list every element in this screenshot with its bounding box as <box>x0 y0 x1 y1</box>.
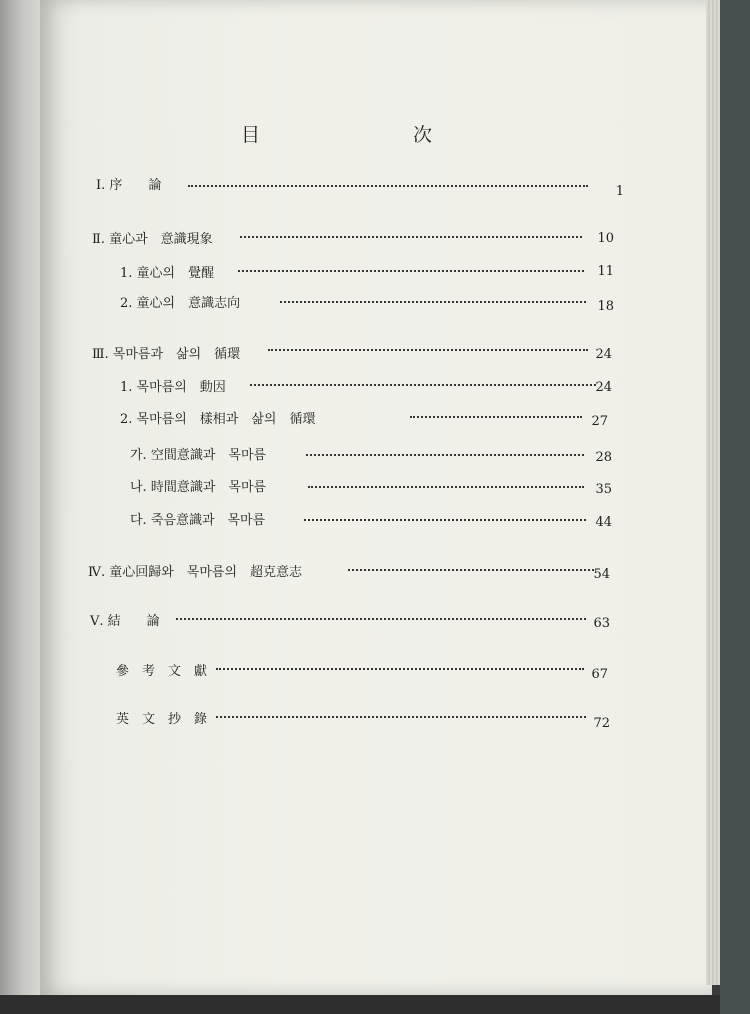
toc-entry-page: 54 <box>593 567 610 582</box>
bottom-edge <box>0 995 720 1014</box>
toc-leader <box>216 714 586 718</box>
toc-entry-page: 24 <box>595 347 612 362</box>
toc-leader <box>240 234 582 238</box>
toc-leader <box>268 347 588 351</box>
toc-entry-page: 72 <box>593 716 610 731</box>
toc-entry-page: 10 <box>597 231 614 246</box>
toc-entry[interactable] <box>92 343 622 365</box>
toc-entry[interactable] <box>120 262 622 284</box>
toc-entry[interactable] <box>130 509 622 531</box>
toc-entry-page: 1 <box>615 184 624 199</box>
toc-entry-page: 18 <box>597 299 614 314</box>
toc-entry[interactable] <box>120 292 622 314</box>
title-char-1: 目 <box>241 124 261 146</box>
toc-entry[interactable] <box>90 610 622 632</box>
toc-entry-page: 28 <box>595 450 612 465</box>
toc-entry[interactable] <box>130 476 622 498</box>
toc-entry-label: 英 文 抄 錄 <box>116 712 208 727</box>
toc-entry[interactable] <box>120 408 622 430</box>
toc-leader <box>410 414 582 418</box>
toc-leader <box>308 484 584 488</box>
toc-entry-page: 63 <box>593 616 610 631</box>
toc-leader <box>304 517 586 521</box>
toc-entry-page: 27 <box>591 414 608 429</box>
toc-entry[interactable] <box>116 708 622 732</box>
toc-entry[interactable] <box>120 376 622 398</box>
title-char-2: 次 <box>413 124 433 146</box>
toc-entry[interactable] <box>88 561 622 583</box>
toc-entry[interactable] <box>96 174 626 202</box>
toc-leader <box>348 567 594 571</box>
toc-entry-label: 나. 時間意識과 목마름 <box>130 480 267 495</box>
toc-entry-label: 가. 空間意識과 목마름 <box>130 448 267 463</box>
toc-entry-page: 67 <box>591 667 608 682</box>
book-gutter <box>0 0 44 1000</box>
toc-leader <box>250 382 596 386</box>
toc-leader <box>280 299 586 303</box>
toc-entry-label: Ⅴ. 結 論 <box>90 614 160 629</box>
toc-entry[interactable] <box>130 444 622 466</box>
toc-entry-label: 1. 목마름의 動因 <box>120 380 226 395</box>
toc-entry-page: 11 <box>597 264 614 279</box>
toc-entry-page: 35 <box>595 482 612 497</box>
toc-leader <box>176 616 586 620</box>
toc-entry-label: 2. 목마름의 樣相과 삶의 循環 <box>120 412 316 427</box>
toc-entry-page: 44 <box>595 515 612 530</box>
toc-leader <box>188 183 588 187</box>
toc-entry[interactable] <box>92 228 622 250</box>
book-cover <box>720 0 750 1014</box>
toc-leader <box>216 666 584 670</box>
toc-entry-label: Ⅱ. 童心과 意識現象 <box>92 232 213 247</box>
toc-leader <box>306 452 584 456</box>
toc-entry-label: Ⅲ. 목마름과 삶의 循環 <box>92 347 241 362</box>
toc-entry-page: 24 <box>595 380 612 395</box>
toc-entry[interactable] <box>116 660 622 682</box>
page-title <box>0 120 750 150</box>
toc-entry-label: Ⅳ. 童心回歸와 목마름의 超克意志 <box>88 565 303 580</box>
toc-entry-label: 參 考 文 獻 <box>116 664 208 679</box>
toc-entry-label: 다. 죽음意識과 목마름 <box>130 513 266 528</box>
toc-entry-label: 2. 童心의 意識志向 <box>120 296 241 311</box>
toc-entry-label: Ⅰ. 序 論 <box>96 178 162 193</box>
toc-entry-label: 1. 童心의 覺醒 <box>120 266 215 281</box>
toc-leader <box>238 268 584 272</box>
